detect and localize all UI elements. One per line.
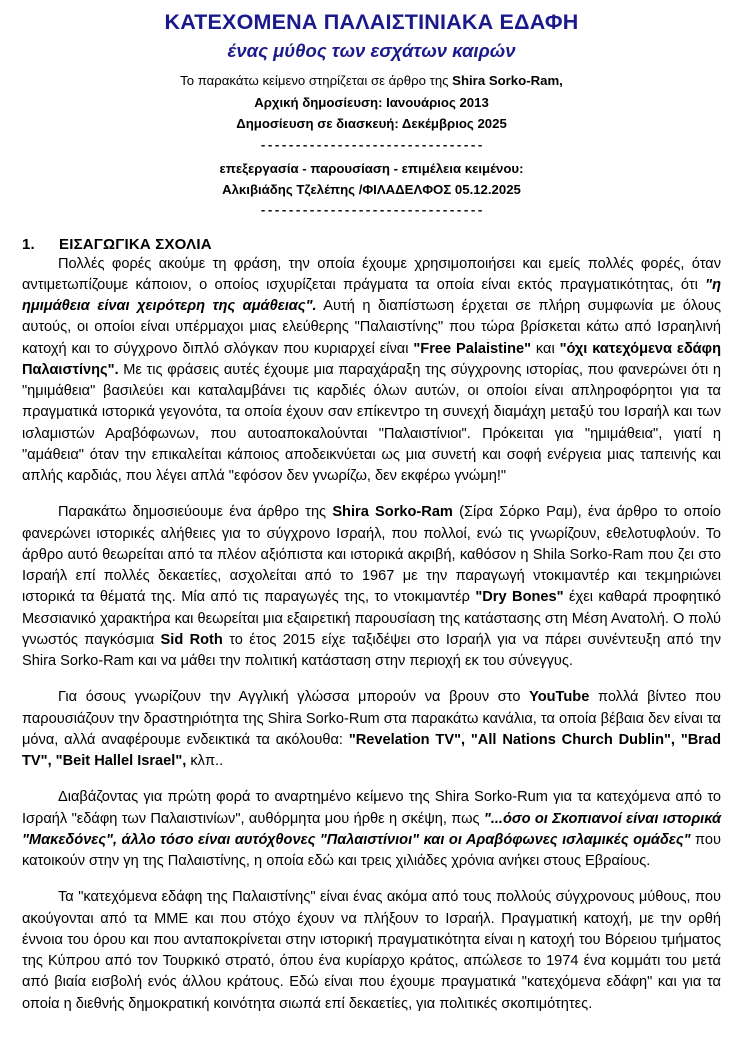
paragraph-1 xyxy=(22,254,721,490)
document-header xyxy=(22,9,721,219)
paragraph-2 xyxy=(22,502,721,674)
p1-text-b: Αυτή η διαπίστωση έρχεται σε πλήρη συμφωνία με όλους αυτούς, οι οποίοι είναι υπέρμαχοι μιας ελεύθερης "Παλαιστίνης" που τώρα βρίσκεται κάτω από Ισραηλινή κατοχή και το σύγχρονο διπλό σλόγκαν που κυριαρχεί είναι xyxy=(22,298,721,357)
p4-text-a: Διαβάζοντας για πρώτη φορά το αναρτημένο κείμενο της Shira Sorko-Rum για τα κατεχόμενα από το Ισραήλ "εδάφη των Παλαιστινίων", αυθόρμητα μου ήρθε η σκέψη, πως xyxy=(22,789,721,827)
editor-name-text: Αλκιβιάδης Τζελέπης /ΦΙΛΑΔΕΛΦΟΣ 05.12.2025 xyxy=(222,181,521,197)
section-title: ΕΙΣΑΓΩΓΙΚΑ ΣΧΟΛΙΑ xyxy=(59,235,212,253)
p3-text-c: κλπ.. xyxy=(186,753,224,770)
p4-text-b: που κατοικούν στην γη της Παλαιστίνης, η οποία εδώ και τρεις χιλιάδες χρόνια ανήκει στους Εβραίους. xyxy=(22,831,722,870)
p1-text-a: Πολλές φορές ακούμε τη φράση, την οποία έχουμε χρησιμοποιήσει και εμείς πολλές φορές, όταν αντιμετωπίζουμε κάποιον, ο οποίος ισχυρίζεται πράγματα τα οποία είναι εκτός πραγματικότητας, ότι xyxy=(22,255,721,293)
source-author-name: Shira Sorko-Ram, xyxy=(452,73,563,89)
p2-author-name: Shira Sorko-Ram xyxy=(332,504,453,521)
p1-slogan-occupied-territories: "όχι κατεχόμενα εδάφη Παλαιστίνης". xyxy=(22,340,721,378)
paragraph-4 xyxy=(22,787,721,874)
p1-emphasis-quote-1: "η ημιμάθεια είναι χειρότερη της αμάθειας". xyxy=(22,276,721,315)
page-title: ΚΑΤΕΧΟΜΕΝΑ ΠΑΛΑΙΣΤΙΝΙΑΚΑ ΕΔΑΦΗ xyxy=(164,10,579,34)
p3-text-b: πολλά βίντεο που παρουσιάζουν την δραστηριότητα της Shira Sorko-Rum στα παρακάτω κανάλια, τα οποία βέβαια δεν είναι τα μόνα, αλλά αναφέρουμε ενδεικτικά τα ακόλουθα: xyxy=(22,689,721,748)
editor-role-text: επεξεργασία - παρουσίαση - επιμέλεια κειμένου: xyxy=(219,160,524,176)
p2-text-b: (Σίρα Σόρκο Ραμ), ένα άρθρο το οποίο φανερώνει ιστορικές αλήθειες για το σύγχρονο Ισραήλ, που πολλοί, ενώ τις γνωρίζουν, εθελοτυφλούν. Το άρθρο αυτό θεωρείται από τα πλέον αξιόπιστα και ιστορικά ακριβή, καθόσον η Shila Sorko-Ram που ζει στο Ισραήλ επί πολλές δεκαετίες, ασχολείται από το 1967 με την παραγωγή ντοκιμαντέρ και τεκμηριώνει ιστορικά τα θέματά της. Μία από τις παραγωγές της, το ντοκιμαντέρ xyxy=(22,504,722,606)
p3-channel-list: "Revelation TV", "All Nations Church Dublin", "Brad TV", "Beit Hallel Israel", xyxy=(22,731,721,770)
republication-date: Δημοσίευση σε διασκευή: Δεκέμβριος 2025 xyxy=(236,116,507,132)
p3-text-a: Για όσους γνωρίζουν την Αγγλική γλώσσα μπορούν να βρουν στο xyxy=(58,689,530,706)
dashed-separator-top: -------------------------------- xyxy=(259,139,484,153)
p3-platform-youtube: YouTube xyxy=(529,689,590,706)
p2-text-c: έχει καθαρά προφητικό Μεσσιανικό χαρακτήρα και θεωρείται μια εξαιρετική παρουσίαση της κατάστασης στη Μέση Ανατολή. Ο πολύ γνωστός παγκόσμια xyxy=(22,589,721,648)
p1-text-d: Με τις φράσεις αυτές έχουμε μια παραχάραξη της σύγχρονης ιστορίας, που φανερώνει ότι η "ημιμάθεια" βασιλεύει και καταλαμβάνει τις καρδιές όλων αυτών, οι οποίοι είναι απληροφόρητοι για τα πραγματικά ιστορικά γεγονότα, τα οποία έχουν σαν επίκεντρο τη συνεχή διαμάχη μεταξύ του Ισραήλ και των ισλαμιστών Αραβόφωνων, που αυτοαποκαλούνται "Παλαιστίνιοι". Πρόκειται για "ημιμάθεια", γιατί η "αμάθεια" όταν την επικαλείται κάποιος αποδεικνύεται ως μια συνετή και σοφή ενέργεια μιας ταπεινής και απλής καρδιάς, που λέγει απλά "εφόσον δεν γνωρίζω, δεν εκφέρω γνώμη!" xyxy=(22,361,721,485)
body-content xyxy=(22,254,721,1017)
p4-emphasis-quote: "...όσο οι Σκοπιανοί είναι ιστορικά "Μακεδόνες", άλλο τόσο είναι αυτόχθονες "Παλαιστίνιοι" και οι Αραβόφωνες ισλαμικές ομάδες" xyxy=(22,810,721,848)
dashed-separator-bottom: -------------------------------- xyxy=(259,205,484,219)
editor-credit-block xyxy=(22,159,721,201)
source-attribution-line xyxy=(22,70,721,91)
p2-text-d: το έτος 2015 είχε ταξιδέψει στο Ισραήλ για να πάρει συνέντευξη από την Shira Sorko-Ram και να μάθει την πολιτική κατάσταση στην περιοχή εκ του σύνεγγυς. xyxy=(22,631,721,670)
paragraph-3 xyxy=(22,687,721,774)
paragraph-5: Τα "κατεχόμενα εδάφη της Παλαιστίνης" είναι ένας ακόμα από τους πολλούς σύγχρονους μύθους, που ακούγονται από τα ΜΜΕ και που στόχο έχουν να πλήξουν το Ισραήλ. Πραγματική κατοχή, με την ορθή έννοια του όρου και που ανταποκρίνεται στην ιστορική πραγματικότητα είναι η κατοχή του Βόρειου τμήματος της Κύπρου από τον Τουρκικό στρατό, όπου ένα κυρίαρχο κράτος, απώλεσε το 1974 ένα κομμάτι του μετά από βιαία εισβολή ενός άλλου κράτους. Εδώ είναι που έχουμε πραγματικά "κατεχόμενα εδάφη" και για τα οποία η διεθνής δημοκρατική κοινότητα σιωπά επί δεκαετίες, για πολιτικές σκοπιμότητες. xyxy=(22,889,721,1012)
p1-slogan-free-palestine: "Free Palaistine" xyxy=(413,340,532,357)
page-subtitle: ένας μύθος των εσχάτων καιρών xyxy=(227,40,516,62)
section-heading xyxy=(22,236,721,253)
p2-person-sid-roth: Sid Roth xyxy=(160,631,223,648)
p1-text-c: και xyxy=(531,340,560,357)
source-prefix-text: Το παρακάτω κείμενο στηρίζεται σε άρθρο της xyxy=(180,73,453,89)
p2-documentary-title: "Dry Bones" xyxy=(475,589,564,606)
p2-text-a: Παρακάτω δημοσιεύουμε ένα άρθρο της xyxy=(58,504,333,521)
first-publication-date: Αρχική δημοσίευση: Ιανουάριος 2013 xyxy=(254,94,489,110)
section-number: 1. xyxy=(22,235,35,253)
